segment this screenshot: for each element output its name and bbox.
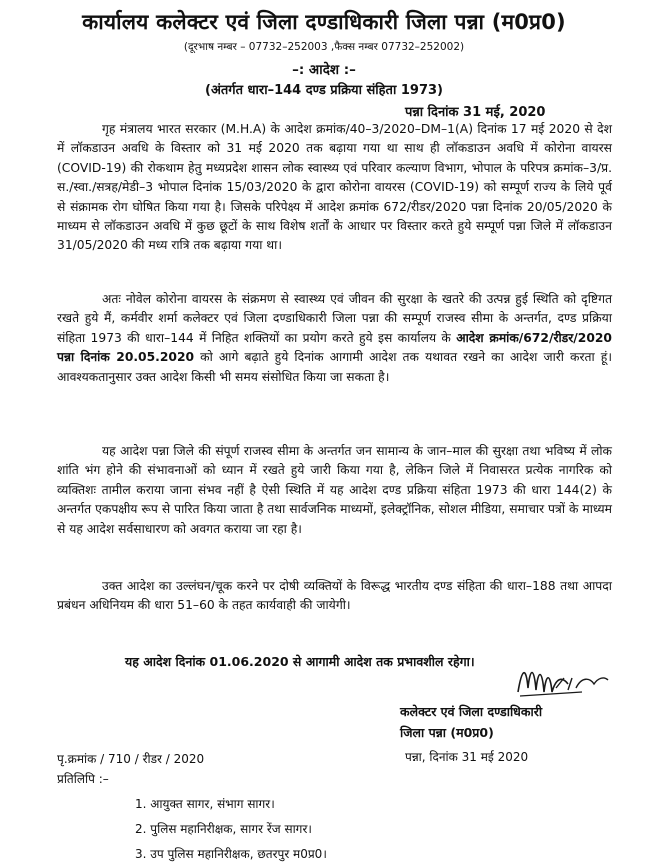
office-title: कार्यालय कलेक्टर एवं जिला दण्डाधिकारी जिला पन्ना (म0प्र0) — [82, 10, 566, 34]
section-reference: (अंतर्गत धारा–144 दण्ड प्रक्रिया संहिता 1973) — [205, 83, 443, 98]
order-reference-bold: आदेश क्रमांक/672/रीडर/2020 पन्ना दिनांक 20.05.2020 — [57, 330, 612, 365]
contact-line: (दूरभाष नम्बर – 07732–252003 ,फैक्स नम्बर 07732–252002) — [183, 41, 465, 53]
paragraph-4: उक्त आदेश का उल्लंघन/चूक करने पर दोषी व्यक्तियों के विरूद्ध भारतीय दण्ड संहिता की धारा–188 तथा आपदा प्रबंधन अधिनियम की धारा 51–60 के तहत कार्यवाही की जायेगी। — [57, 579, 612, 613]
copy-recipient-1: 1. आयुक्त सागर, संभाग सागर। — [135, 797, 275, 811]
paragraph-1: गृह मंत्रालय भारत सरकार (M.H.A) के आदेश क्रमांक/40–3/2020–DM–1(A) दिनांक 17 मई 2020 से देश में लॉकडाउन अवधि के विस्तार को 31 मई 2020 तक बढ़ाया गया था साथ ही लॉकडाउन अवधि में कोरोना वायरस (COVID-19) की रोकथाम हेतु मध्यप्रदेश शासन लोक स्वास्थ्य एवं परिवार कल्याण विभाग, भोपाल के परिपत्र क्रमांक–3/प्र. स./स्वा./सत्रह/मेडी–3 भोपाल दिनांक 15/03/2020 के द्वारा कोरोना वायरस (COVID-19) को सम्पूर्ण राज्य के लिये पूर्व से संक्रामक रोग घोषित किया गया है। जिसके परिपेक्ष्य में आदेश क्रमांक 672/रीडर/2020 पन्ना दिनांक 20/05/2020 के माध्यम से लॉकडाउन अवधि में कुछ छूटों के साथ विशेष शर्तों के आधार पर विस्तार करते हुये सम्पूर्ण पन्ना जिले में लॉकडाउन 31/05/2020 की मध्य रात्रि तक बढ़ाया गया था। — [57, 122, 612, 253]
paragraph-2 — [57, 290, 612, 387]
signatory-office: जिला पन्ना (म0प्र0) — [400, 725, 494, 740]
validity-statement: यह आदेश दिनांक 01.06.2020 से आगामी आदेश तक प्रभावशील रहेगा। — [125, 654, 475, 669]
order-heading: –: आदेश :– — [292, 62, 356, 78]
copy-recipient-3: 3. उप पुलिस महानिरीक्षक, छतरपुर म0प्र0। — [135, 847, 327, 861]
paragraph-2-start: अतः नोवेल कोरोना वायरस के संक्रमण से स्वास्थ्य एवं जीवन की सुरक्षा के खतरे की उत्पन्न हुई स्थिति को दृष्टिगत रखते हुये मैं, कर्मवीर शर्मा कलेक्टर एवं जिला दण्डाधिकारी जिला पन्ना की सम्पूर्ण राजस्व सीमा के अन्तर्गत, दण्ड प्रक्रिया संहिता 1973 की धारा–144 में निहित शक्तियों का प्रयोग करते हुये इस कार्यालय के — [57, 292, 612, 345]
copy-recipient-list — [135, 792, 327, 867]
paragraph-2-end: को आगे बढ़ाते हुये दिनांक आगामी आदेश तक यथावत रखने का आदेश जारी करता हूं। आवश्यकतानुसार उक्त आदेश किसी भी समय संसोधित किया जा सकता है। — [57, 350, 612, 384]
handwritten-signature — [512, 648, 612, 708]
signature-date: पन्ना, दिनांक 31 मई 2020 — [405, 750, 529, 764]
order-dateline: पन्ना दिनांक 31 मई, 2020 — [405, 105, 546, 120]
signatory-designation: कलेक्टर एवं जिला दण्डाधिकारी — [400, 704, 543, 719]
copy-to-label: प्रतिलिपि :– — [57, 772, 109, 786]
copy-recipient-2: 2. पुलिस महानिरीक्षक, सागर रेंज सागर। — [135, 822, 312, 836]
paragraph-3: यह आदेश पन्ना जिले की संपूर्ण राजस्व सीमा के अन्तर्गत जन सामान्य के जान–माल की सुरक्षा तथा भविष्य में लोक शांति भंग होने की संभावनाओं को ध्यान में रखते हुये जारी किया गया है, लेकिन जिले में निवासरत प्रत्येक नागरिक को व्यक्तिशः तामील कराया जाना संभव नहीं है ऐसी स्थिति में यह आदेश दण्ड प्रक्रिया संहिता 1973 की धारा 144(2) के अन्तर्गत एकपक्षीय रूप से पारित किया जाता है तथा सार्वजनिक माध्यमों, इलेक्ट्रॉनिक, सोशल मीडिया, समाचार पत्रों के माध्यम से यह आदेश सर्वसाधारण को अवगत कराया जा रहा है। — [57, 444, 612, 536]
reference-number: पृ.क्रमांक / 710 / रीडर / 2020 — [57, 752, 205, 766]
